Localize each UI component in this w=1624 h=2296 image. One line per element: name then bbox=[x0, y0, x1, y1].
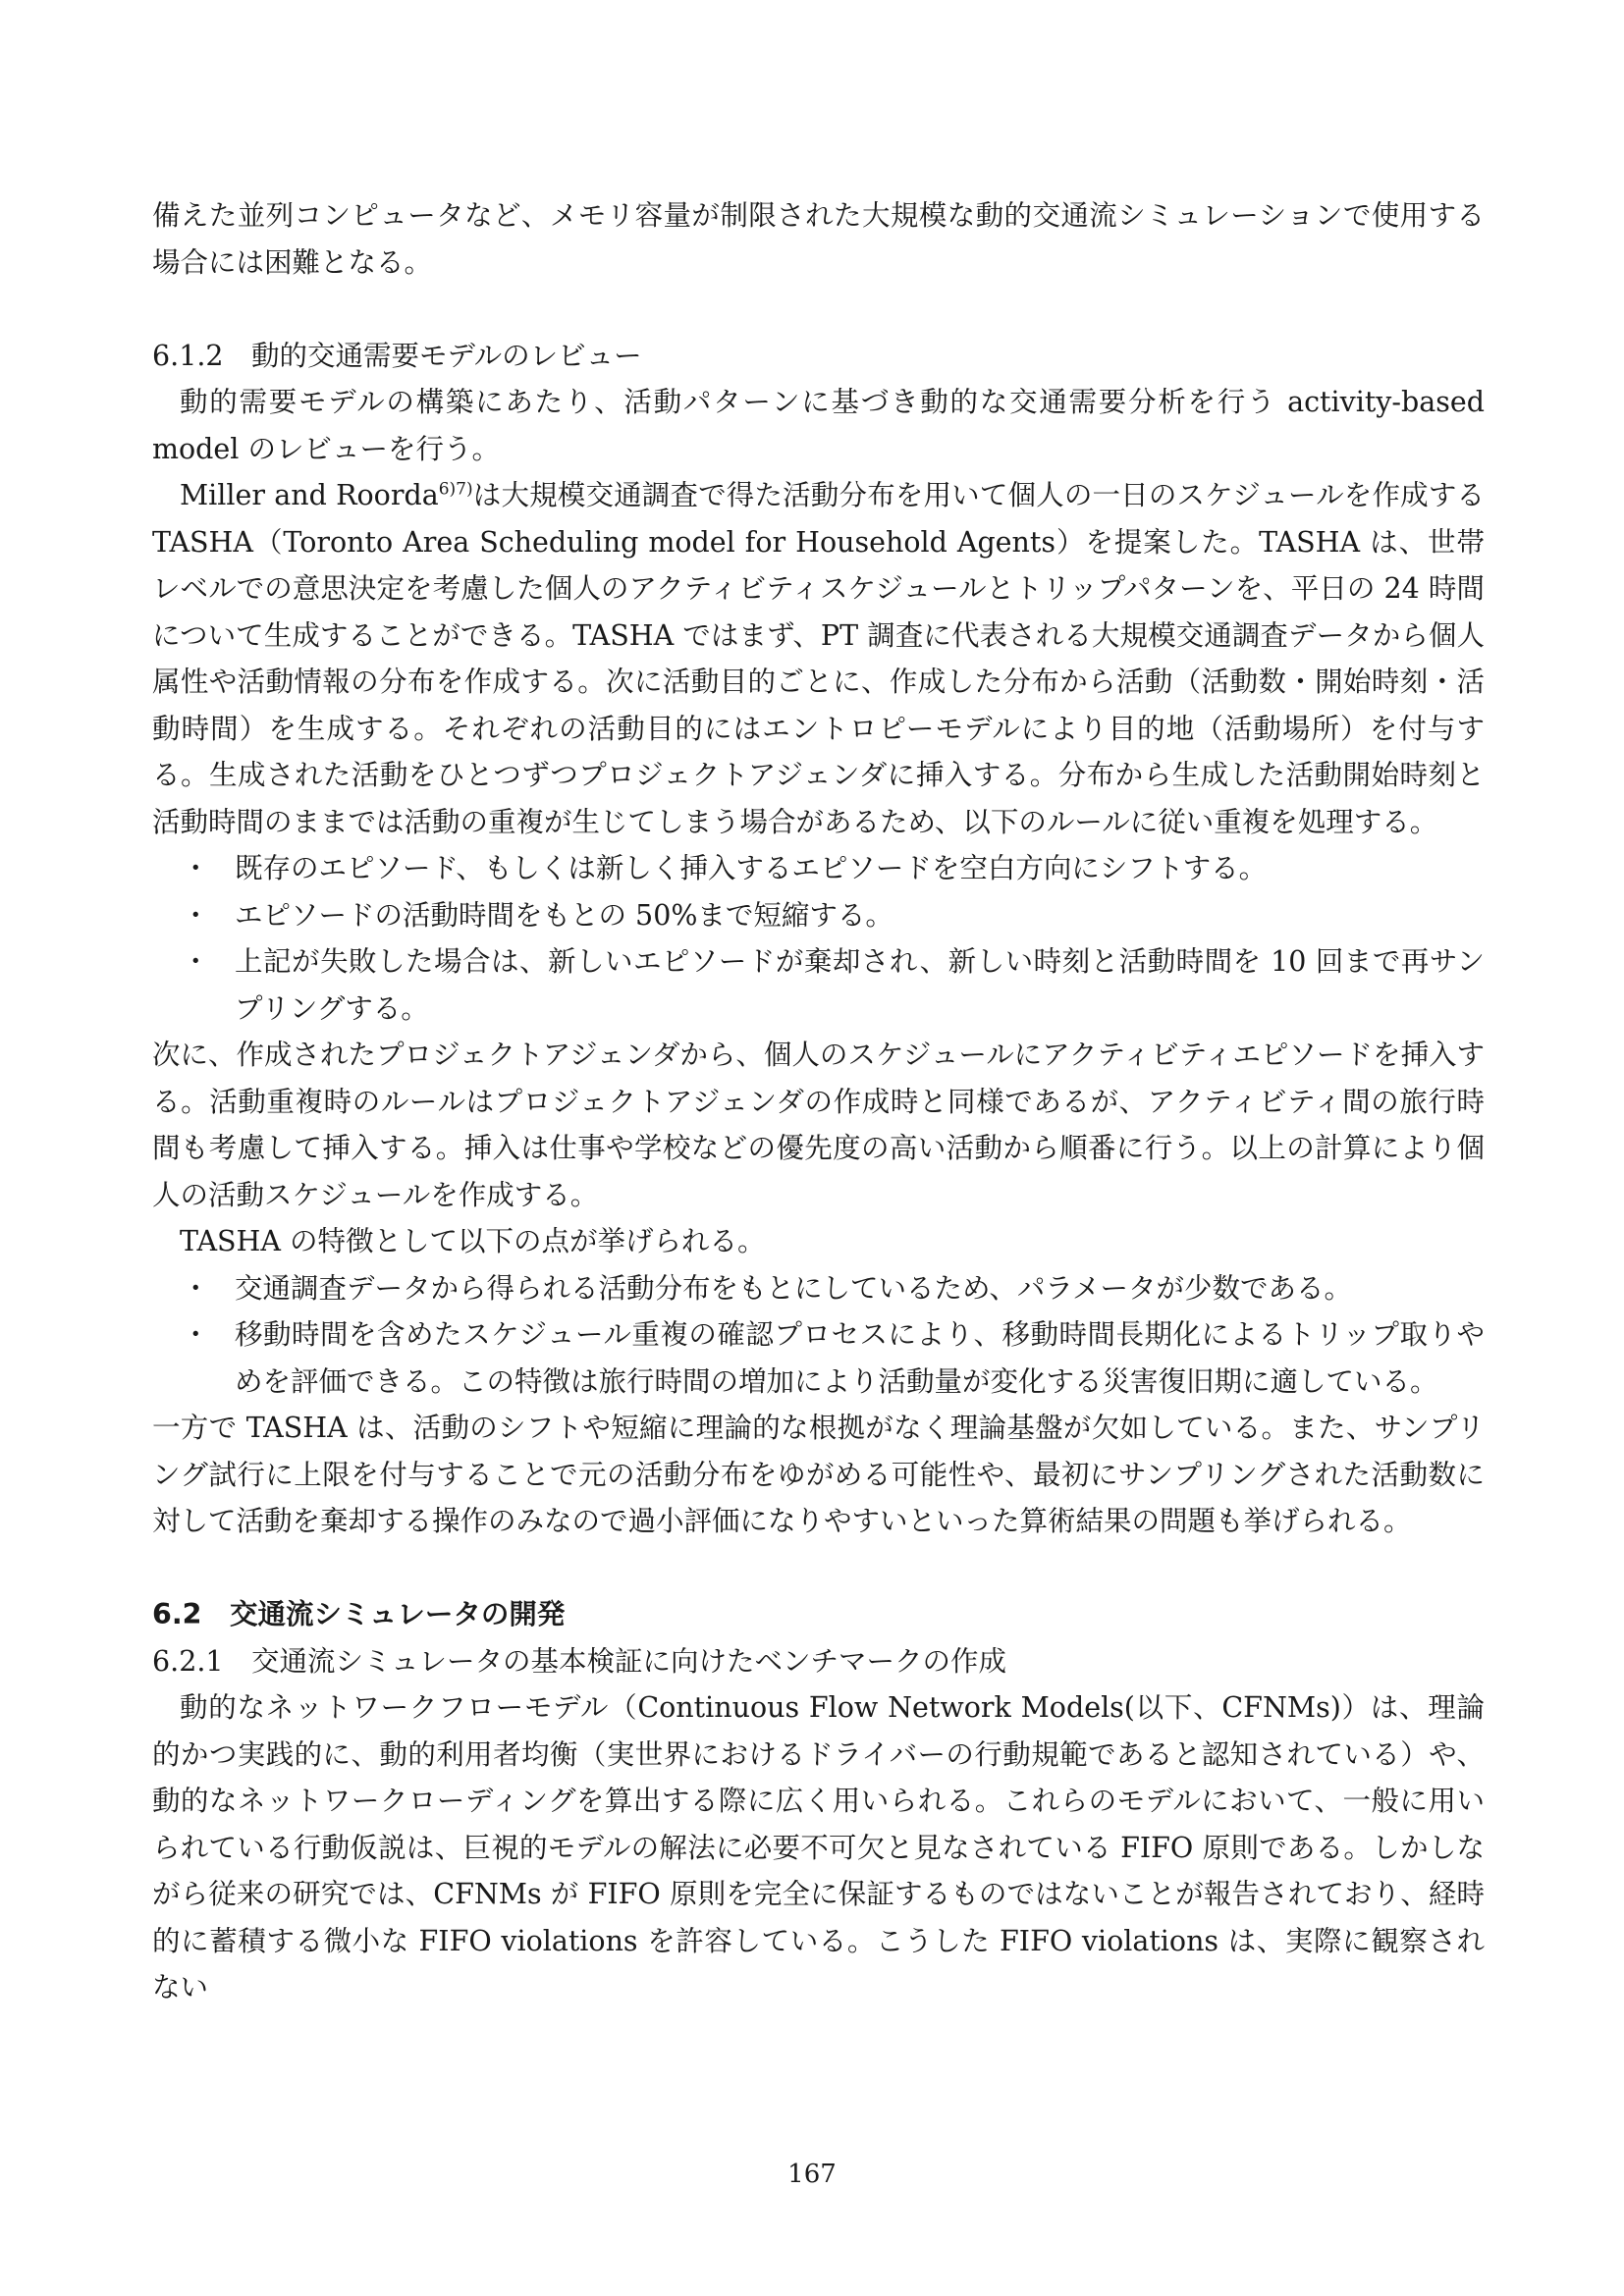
citation-reference: 6)7) bbox=[438, 479, 473, 500]
list-item-text: 交通調査データから得られる活動分布をもとにしているため、パラメータが少数である。 bbox=[235, 1271, 1353, 1305]
bullet-glyph: ・ bbox=[182, 898, 210, 932]
list-item bbox=[152, 892, 1485, 939]
list-item bbox=[152, 1265, 1485, 1312]
list-item bbox=[152, 845, 1485, 892]
paragraph-activity-model-review: 動的需要モデルの構築にあたり、活動パターンに基づき動的な交通需要分析を行う activity-based model のレビューを行う。 bbox=[152, 386, 1485, 465]
spacer bbox=[152, 1545, 1485, 1592]
paragraph-tasha-features-intro: TASHA の特徴として以下の点が挙げられる。 bbox=[180, 1225, 766, 1257]
list-item bbox=[152, 938, 1485, 1032]
list-item bbox=[152, 1311, 1485, 1405]
subsection-heading-6-1-2: 6.1.2 動的交通需要モデルのレビュー bbox=[152, 339, 642, 372]
paragraph-schedule-insertion: 次に、作成されたプロジェクトアジェンダから、個人のスケジュールにアクティビティエピソードを挿入する。活動重複時のルールはプロジェクトアジェンダの作成時と同様であるが、アクティビティ間の旅行時間も考慮して挿入する。挿入は仕事や学校などの優先度の高い活動から順番に行う。以上の計算により個人の活動スケジュールを作成する。 bbox=[152, 1039, 1485, 1211]
overlap-rules-list bbox=[152, 845, 1485, 1032]
paper-page bbox=[152, 192, 1485, 2205]
author-names: Miller and Roorda bbox=[180, 479, 439, 511]
list-item-text: 既存のエピソード、もしくは新しく挿入するエピソードを空白方向にシフトする。 bbox=[235, 852, 1268, 884]
paragraph-cfnm-fifo: 動的なネットワークフローモデル（Continuous Flow Network Models(以下、CFNMs)）は、理論的かつ実践的に、動的利用者均衡（実世界におけるドライバーの行動規範であると認知されている）や、動的なネットワークローディングを算出する際に広く用いられる。これらのモデルにおいて、一般に用いられている行動仮説は、巨視的モデルの解法に必要不可欠と見なされている FIFO 原則である。しかしながら従来の研究では、CFNMs が FIFO 原則を完全に保証するものではないことが報告されており、経時的に蓄積する微小な FIFO violations を許容している。こうした FIFO violations は、実際に観察されない bbox=[152, 1691, 1485, 2003]
tasha-description-text: は大規模交通調査で得た活動分布を用いて個人の一日のスケジュールを作成する TASHA（Toronto Area Scheduling model for Household Agents）を提案した。TASHA は、世帯レベルでの意思決定を考慮した個人のアクティビティスケジュールとトリップパターンを、平日の 24 時間について生成することができる。TASHA ではまず、PT 調査に代表される大規模交通調査データから個人属性や活動情報の分布を作成する。次に活動目的ごとに、作成した分布から活動（活動数・開始時刻・活動時間）を生成する。それぞれの活動目的にはエントロピーモデルにより目的地（活動場所）を付与する。生成された活動をひとつずつプロジェクトアジェンダに挿入する。分布から生成した活動開始時刻と活動時間のままでは活動の重複が生じてしまう場合があるため、以下のルールに従い重複を処理する。 bbox=[152, 479, 1485, 838]
paragraph-tasha-description bbox=[152, 472, 1485, 845]
list-item-text: 移動時間を含めたスケジュール重複の確認プロセスにより、移動時間長期化によるトリップ取りやめを評価できる。この特徴は旅行時間の増加により活動量が変化する災害復旧期に適している。 bbox=[235, 1318, 1485, 1398]
bullet-glyph: ・ bbox=[182, 945, 210, 978]
list-item-text: エピソードの活動時間をもとの 50%まで短縮する。 bbox=[235, 898, 893, 932]
bullet-glyph: ・ bbox=[182, 852, 210, 884]
section-heading-6-2: 6.2 交通流シミュレータの開発 bbox=[152, 1598, 566, 1630]
list-item-text: 上記が失敗した場合は、新しいエピソードが棄却され、新しい時刻と活動時間を 10 回まで再サンプリングする。 bbox=[235, 945, 1485, 1025]
bullet-glyph: ・ bbox=[182, 1318, 210, 1351]
bullet-glyph: ・ bbox=[182, 1271, 210, 1305]
page-number: 167 bbox=[787, 2160, 837, 2189]
intro-continuation-paragraph: 備えた並列コンピュータなど、メモリ容量が制限された大規模な動的交通流シミュレーションで使用する場合には困難となる。 bbox=[152, 199, 1485, 279]
subsection-heading-6-2-1: 6.2.1 交通流シミュレータの基本検証に向けたベンチマークの作成 bbox=[152, 1644, 1006, 1678]
paragraph-tasha-limitations: 一方で TASHA は、活動のシフトや短縮に理論的な根拠がなく理論基盤が欠如している。また、サンプリング試行に上限を付与することで元の活動分布をゆがめる可能性や、最初にサンプリングされた活動数に対して活動を棄却する操作のみなので過小評価になりやすいといった算術結果の問題も挙げられる。 bbox=[152, 1412, 1485, 1537]
tasha-features-list bbox=[152, 1265, 1485, 1406]
spacer bbox=[152, 286, 1485, 333]
